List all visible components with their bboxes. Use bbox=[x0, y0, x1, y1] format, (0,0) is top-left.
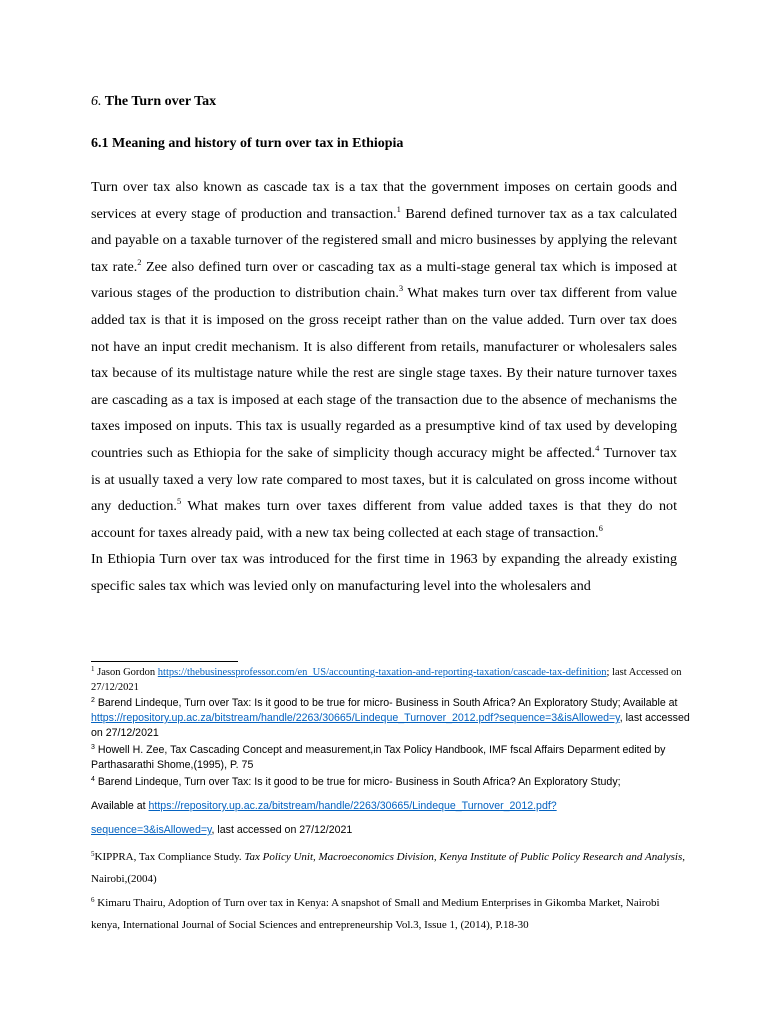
footnote-author: Jason Gordon bbox=[94, 667, 158, 678]
footnote-suffix: , Nairobi,(2004) bbox=[91, 851, 686, 885]
footnote-italic-text: Tax Policy Unit, Macroeconomics Division, Kenya Institute of Public Policy Research and Analysis bbox=[244, 851, 683, 863]
footnote-line bbox=[91, 775, 691, 790]
sentence: Turn over tax also known as cascade tax is a tax that the government imposes on certain goods and services at every stage of production and transaction. bbox=[91, 179, 677, 222]
footnote-mark: 1 bbox=[91, 665, 95, 673]
footnote-mark: 2 bbox=[91, 697, 95, 704]
footnote-separator bbox=[91, 661, 238, 662]
footnote-ref-3[interactable]: 3 bbox=[398, 283, 404, 294]
footnote-text: Barend Lindeque, Turn over Tax: Is it good to be true for micro- Business in South Africa? An Exploratory Study; bbox=[94, 776, 621, 788]
paragraph-2: In Ethiopia Turn over tax was introduced for the first time in 1963 by expanding the already existing specific sales tax which was levied only on manufacturing level into the wholesalers and bbox=[91, 551, 677, 594]
footnote-text: Kimaru Thairu, Adoption of Turn over tax in Kenya: A snapshot of Small and Medium Enterprises in Gikomba Market, Nairobi kenya, International Journal of Social Sciences and entrepreneurship Vol.3, Issue 1, (2014), P.18-30 bbox=[91, 897, 660, 931]
footnote-text: Howell H. Zee, Tax Cascading Concept and measurement,in Tax Policy Handbook, IMF fscal Affairs Deparment edited by Parthasarathi Shome,(1995), P. 75 bbox=[91, 744, 666, 771]
footnote-ref-6[interactable]: 6 bbox=[598, 522, 603, 533]
sentence: Turnover tax is at usually taxed a very low rate compared to most taxes, but it is calculated on gross income without any deduction. bbox=[91, 444, 677, 515]
footnote-text: KIPPRA, Tax Compliance Study. bbox=[94, 851, 245, 863]
footnote-mark: 5 bbox=[91, 850, 95, 858]
subsection-heading: 6.1 Meaning and history of turn over tax in Ethiopia bbox=[91, 136, 404, 151]
footnote-ref-4[interactable]: 4 bbox=[595, 442, 600, 453]
footnote-5 bbox=[91, 846, 691, 890]
body-text bbox=[91, 174, 677, 600]
footnote-6 bbox=[91, 892, 691, 936]
footnote-line bbox=[91, 799, 691, 814]
paragraph-1 bbox=[91, 174, 677, 546]
footnote-link-continued[interactable]: sequence=3&isAllowed=y bbox=[91, 824, 212, 836]
sentence: What makes turn over taxes different from value added taxes is that they do not account for taxes already paid, with a new tax being collected at each stage of transaction. bbox=[91, 498, 677, 541]
footnote-text: Barend Lindeque, Turn over Tax: Is it good to be true for micro- Business in South Africa? An Exploratory Study; Available at bbox=[94, 697, 678, 709]
sentence: Zee also defined turn over or cascading tax as a multi-stage general tax which is imposed at various stages of the production to distribution chain. bbox=[91, 258, 677, 302]
footnote-mark: 4 bbox=[91, 776, 95, 783]
footnote-1 bbox=[91, 665, 691, 695]
footnote-ref-1[interactable]: 1 bbox=[396, 203, 401, 214]
footnote-3 bbox=[91, 743, 691, 773]
footnote-suffix: , last accessed on 27/12/2021 bbox=[91, 712, 690, 739]
footnote-ref-2[interactable]: 2 bbox=[137, 256, 142, 267]
section-title: The Turn over Tax bbox=[104, 94, 217, 109]
footnote-ref-5[interactable]: 5 bbox=[176, 496, 182, 507]
footnote-line bbox=[91, 823, 691, 838]
footnote-link[interactable]: https://repository.up.ac.za/bitstream/handle/2263/30665/Lindeque_Turnover_2012.pdf? bbox=[148, 800, 557, 812]
section-number: 6. bbox=[91, 94, 102, 109]
section-heading bbox=[91, 94, 216, 110]
sentence: What makes turn over tax different from value added tax is that it is imposed on the gross receipt rather than on the value added. Turn over tax does not have an input credit mechanism. It is also different from retails, manufacturer or wholesalers sales tax because of its multistage nature while the rest are single stage taxes. By their nature turnover taxes are cascading as a tax is imposed at each stage of the transaction due to the absence of mechanisms the taxes imposed on inputs. This tax is usually regarded as a presumptive kind of tax used by developing countries such as Ethiopia for the sake of simplicity though accuracy might be affected. bbox=[91, 285, 677, 461]
footnote-link[interactable]: https://repository.up.ac.za/bitstream/handle/2263/30665/Lindeque_Turnover_2012.pdf?sequence=3&isAllowed=y bbox=[91, 712, 620, 724]
sentence: Barend defined turnover tax as a tax calculated and payable on a taxable turnover of the registered small and micro businesses by applying the relevant tax rate. bbox=[91, 205, 677, 275]
footnote-mark: 3 bbox=[91, 744, 95, 751]
footnote-2 bbox=[91, 696, 691, 741]
footnote-text: Available at bbox=[91, 800, 149, 812]
footnote-suffix: ; last Accessed on 27/12/2021 bbox=[91, 667, 682, 693]
footnote-mark: 6 bbox=[91, 896, 95, 904]
footnote-suffix: , last accessed on 27/12/2021 bbox=[211, 824, 353, 836]
footnote-link[interactable]: https://thebusinessprofessor.com/en_US/accounting-taxation-and-reporting-taxation/cascade-tax-definition bbox=[157, 667, 607, 678]
footnote-4 bbox=[91, 775, 691, 838]
